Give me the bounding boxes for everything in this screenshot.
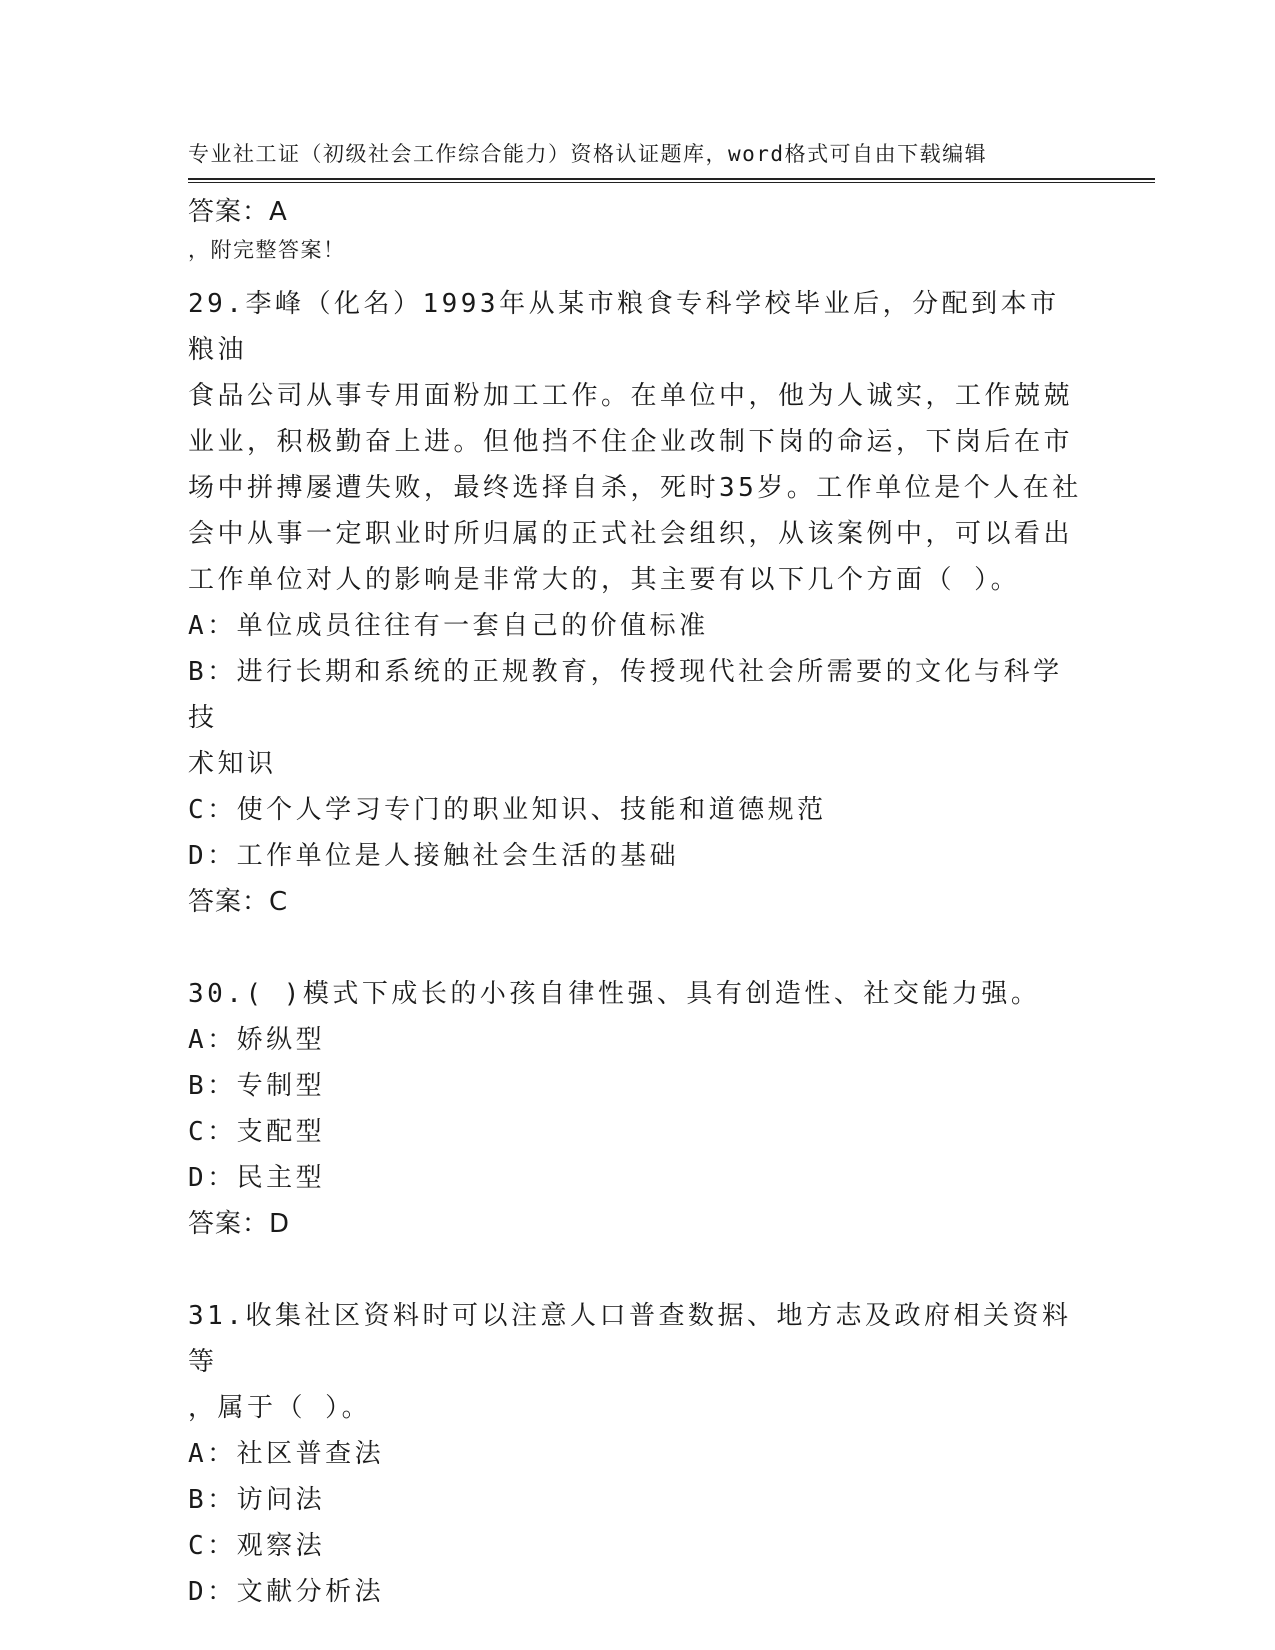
question-text-line: ，属于（ ）。: [188, 1393, 372, 1423]
option-d: D：文献分析法: [188, 1577, 385, 1607]
spacer: [188, 925, 1088, 971]
option-c: C：观察法: [188, 1531, 326, 1561]
answer-30: 答案：D: [188, 1209, 291, 1239]
question-31: [188, 1293, 1088, 1615]
option-b: B：访问法: [188, 1485, 326, 1515]
question-text-line: 30.( )模式下成长的小孩自律性强、具有创造性、社交能力强。: [188, 979, 1041, 1009]
question-29: [188, 281, 1088, 925]
option-d: D：工作单位是人接触社会生活的基础: [188, 841, 680, 871]
spacer: [188, 235, 1088, 281]
document-body: [188, 189, 1088, 1615]
header-line-1: 专业社工证（初级社会工作综合能力）资格认证题库，word格式可自由下载编辑: [188, 142, 988, 166]
question-text-line: 29.李峰（化名）1993年从某市粮食专科学校毕业后，分配到本市粮油: [188, 289, 1060, 365]
option-b: B：进行长期和系统的正规教育，传授现代社会所需要的文化与科学技: [188, 657, 1063, 733]
option-a: A：单位成员往往有一套自己的价值标准: [188, 611, 709, 641]
option-d: D：民主型: [188, 1163, 326, 1193]
option-b: B：专制型: [188, 1071, 326, 1101]
question-30: [188, 971, 1088, 1247]
spacer: [188, 1247, 1088, 1293]
header-line-2: ，附完整答案！: [188, 238, 346, 262]
question-text-line: 会中从事一定职业时所归属的正式社会组织，从该案例中，可以看出: [188, 519, 1074, 549]
question-text-line: 业业，积极勤奋上进。但他挡不住企业改制下岗的命运，下岗后在市: [188, 427, 1074, 457]
answer-29: 答案：C: [188, 887, 289, 917]
question-text-line: 食品公司从事专用面粉加工工作。在单位中，他为人诚实，工作兢兢: [188, 381, 1074, 411]
question-text-line: 工作单位对人的影响是非常大的，其主要有以下几个方面（ ）。: [188, 565, 1021, 595]
option-c: C：支配型: [188, 1117, 326, 1147]
option-a: A：社区普查法: [188, 1439, 385, 1469]
option-a: A：娇纵型: [188, 1025, 326, 1055]
option-c: C：使个人学习专门的职业知识、技能和道德规范: [188, 795, 827, 825]
question-text-line: 31.收集社区资料时可以注意人口普查数据、地方志及政府相关资料等: [188, 1301, 1072, 1377]
question-text-line: 场中拼搏屡遭失败，最终选择自杀，死时35岁。工作单位是个人在社: [188, 473, 1082, 503]
option-b-continued: 术知识: [188, 749, 277, 779]
header-divider: [188, 178, 1155, 183]
previous-answer: 答案：A: [188, 197, 288, 227]
